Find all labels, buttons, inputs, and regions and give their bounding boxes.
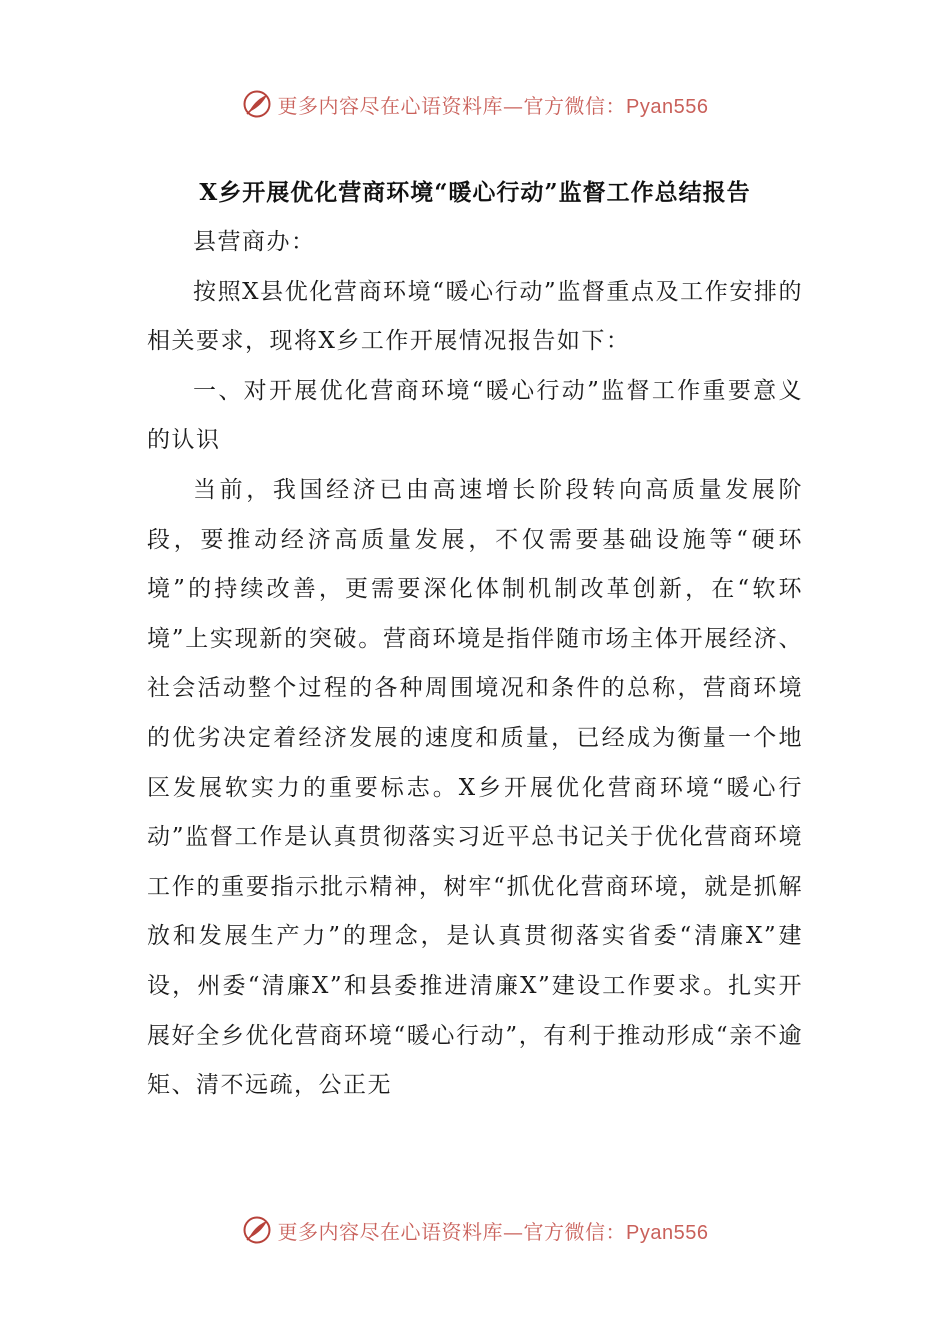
salutation: 县营商办： <box>193 229 316 255</box>
banner-handle: Pyan556 <box>626 1221 709 1244</box>
section-heading: 一、对开展优化营商环境“暖心行动”监督工作重要意义的认识 <box>147 377 803 454</box>
footer-banner <box>0 1210 950 1250</box>
header-banner <box>0 84 950 124</box>
intro-paragraph: 按照X县优化营商环境“暖心行动”监督重点及工作安排的相关要求，现将X乡工作开展情况报告如下： <box>147 278 803 355</box>
document-title: X乡开展优化营商环境“暖心行动”监督工作总结报告 <box>199 179 751 206</box>
feather-pen-logo-icon <box>242 89 272 119</box>
feather-pen-logo-icon <box>242 1215 272 1245</box>
banner-text: 更多内容尽在心语资料库—官方微信：Pyan556 <box>277 93 709 118</box>
document-body <box>147 218 803 1111</box>
banner-handle: Pyan556 <box>626 95 709 118</box>
body-paragraph: 当前，我国经济已由高速增长阶段转向高质量发展阶段，要推动经济高质量发展，不仅需要基础设施等“硬环境”的持续改善，更需要深化体制机制改革创新，在“软环境”上实现新的突破。营商环境是指伴随市场主体开展经济、社会活动整个过程的各种周围境况和条件的总称，营商环境的优劣决定着经济发展的速度和质量，已经成为衡量一个地区发展软实力的重要标志。X乡开展优化营商环境“暖心行动”监督工作是认真贯彻落实习近平总书记关于优化营商环境工作的重要指示批示精神，树牢“抓优化营商环境，就是抓解放和发展生产力”的理念，是认真贯彻落实省委“清廉X”建设，州委“清廉X”和县委推进清廉X”建设工作要求。扎实开展好全乡优化营商环境“暖心行动”，有利于推动形成“亲不逾矩、清不远疏，公正无 <box>147 476 803 1099</box>
banner-text: 更多内容尽在心语资料库—官方微信：Pyan556 <box>277 1219 709 1244</box>
